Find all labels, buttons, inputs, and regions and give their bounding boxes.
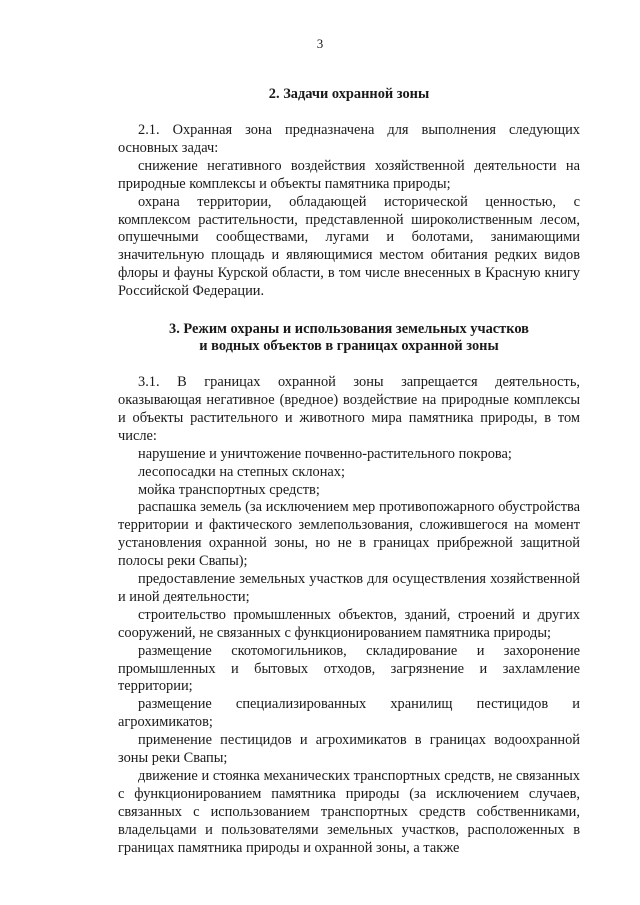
section-3-heading-line-1: 3. Режим охраны и использования земельных участков xyxy=(169,321,529,338)
prohibition-construction: строительство промышленных объектов, зданий, строений и других сооружений, не связанных с функционированием памятника природы; xyxy=(118,606,580,641)
prohibition-waste-disposal: размещение скотомогильников, складирование и захоронение промышленных и бытовых отходов, загрязнение и захламление территории; xyxy=(118,642,580,695)
task-reduce-impact: снижение негативного воздействия хозяйственной деятельности на природные комплексы и объекты памятника природы; xyxy=(118,157,580,192)
section-3-heading-line-2: и водных объектов в границах охранной зоны xyxy=(199,338,499,355)
prohibition-land-allocation: предоставление земельных участков для осуществления хозяйственной и иной деятельности; xyxy=(118,571,580,605)
prohibition-soil-destruction: нарушение и уничтожение почвенно-растительного покрова; xyxy=(138,445,512,462)
paragraph-2-1: 2.1. Охранная зона предназначена для выполнения следующих основных задач: xyxy=(118,122,580,156)
document-body xyxy=(118,86,580,858)
prohibition-pesticide-use: применение пестицидов и агрохимикатов в границах водоохранной зоны реки Свапы; xyxy=(118,732,580,767)
prohibition-ploughing: распашка земель (за исключением мер противопожарного обустройства территории и фактического землепользования, сложившегося на момент установления охранной зоны, но не в границах прибрежной защитной полосы реки Свапы); xyxy=(118,499,580,570)
paragraph-3-1: 3.1. В границах охранной зоны запрещается деятельность, оказывающая негативное (вредное) воздействие на природные комплексы и объекты растительного и животного мира памятника природы, в том числе: xyxy=(118,374,580,444)
page-number: 3 xyxy=(316,36,324,51)
task-territory-protection: охрана территории, обладающей исторической ценностью, с комплексом растительности, представленной широколиственным лесом, опушечными сообществами, лугами и болотами, занимающими значительную площадь и являющимися местом обитания редких видов флоры и фауны Курской области, в том числе внесенных в Красную книгу Российской Федерации. xyxy=(118,193,580,300)
prohibition-pesticide-storage: размещение специализированных хранилищ пестицидов и агрохимикатов; xyxy=(118,696,580,731)
prohibition-forest-planting: лесопосадки на степных склонах; xyxy=(138,463,345,480)
prohibition-vehicle-traffic: движение и стоянка механических транспортных средств, не связанных с функционированием памятника природы (за исключением случаев, связанных с использованием транспортных средств собственниками, владельцами и пользователями земельных участков, расположенных в границах памятника природы и охранной зоны, а также xyxy=(118,768,580,856)
section-2-body xyxy=(118,122,580,301)
section-3-body xyxy=(118,374,580,857)
section-3-heading xyxy=(118,321,580,355)
section-2-heading: 2. Задачи охранной зоны xyxy=(268,86,430,102)
prohibition-vehicle-washing: мойка транспортных средств; xyxy=(138,481,320,498)
